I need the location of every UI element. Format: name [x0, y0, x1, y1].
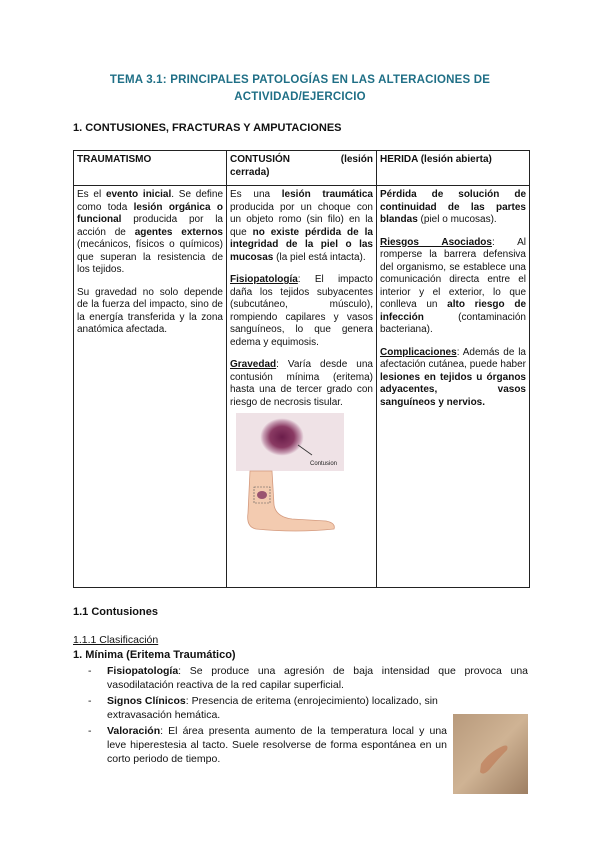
- header-traumatismo: TRAUMATISMO: [74, 151, 227, 186]
- contusion-definition: [230, 189, 373, 264]
- label-fragment: Complicaciones: [379, 346, 457, 358]
- minimal-heading: 1. Mínima (Eritema Traumático): [73, 649, 236, 661]
- text-fragment: (contaminación bacteriana).: [379, 311, 526, 335]
- item-text: : Se produce una agresión de baja intensidad que provoca una vasodilatación reactiva de la red capilar superficial.: [107, 665, 528, 691]
- text-fragment: Es una: [230, 189, 282, 200]
- header-herida: HERIDA (lesión abierta): [376, 151, 529, 186]
- header-contusion-line2: cerrada): [230, 166, 270, 178]
- item-label: Fisiopatología: [107, 665, 179, 677]
- traumatismo-severity: Su gravedad no solo depende de la fuerza del impacto, sino de la energía transferida y la zona anatómica afectada.: [77, 286, 223, 335]
- item-text: : Presencia de eritema (enrojecimiento) localizado, sin extravasación hemática.: [107, 695, 438, 721]
- herida-riesgos: [380, 237, 526, 337]
- item-text: : El área presenta aumento de la temperatura local y una leve hiperestesia al tacto. Suele resolverse de forma espontánea en un corto periodo de tiempo.: [107, 725, 447, 765]
- herida-definition: [380, 189, 526, 227]
- section-heading: 1. CONTUSIONES, FRACTURAS Y AMPUTACIONES: [73, 122, 342, 134]
- text-fragment: : Además de la afectación cutánea, puede haber: [379, 346, 526, 370]
- bold-fragment: lesión traumática: [281, 189, 373, 200]
- text-fragment: (mecánicos, físicos o químicos) que superan la resistencia de los tejidos.: [77, 239, 223, 275]
- label-fragment: Gravedad: [230, 359, 277, 370]
- text-fragment: (piel o mucosas).: [417, 214, 497, 225]
- classification-heading: 1.1.1 Clasificación: [73, 634, 159, 646]
- bold-fragment: agentes externos: [134, 226, 223, 238]
- bruise-closeup: [260, 418, 304, 456]
- table-header-row: [74, 151, 530, 186]
- comparison-table: [73, 150, 530, 588]
- item-label: Valoración: [107, 725, 161, 737]
- contusion-image-label: Contusion: [310, 461, 338, 467]
- contusion-fisiopatologia: [230, 274, 373, 349]
- cell-traumatismo: [74, 186, 227, 588]
- subsection-heading: 1.1 Contusiones: [73, 606, 158, 618]
- text-fragment: : Al romperse la barrera defensiva del organismo, se establece una comunicación directa entre el interior y el exterior, lo que conlleva un: [379, 236, 526, 310]
- header-contusion: [227, 151, 377, 186]
- list-item: [88, 694, 447, 722]
- text-fragment: producida por un choque con un objeto romo (sin filo) en la que: [230, 201, 373, 238]
- list-item: [88, 664, 528, 692]
- bold-fragment: no existe pérdida de la integridad de la piel o las mucosas: [230, 226, 373, 263]
- text-fragment: : Varía desde una contusión mínima (eritema) hasta una de tercer grado con riesgo de necrosis tisular.: [230, 359, 373, 408]
- herida-complicaciones: [380, 347, 526, 410]
- title-line-1: TEMA 3.1: PRINCIPALES PATOLOGÍAS EN LAS ALTERACIONES DE: [109, 74, 491, 86]
- text-fragment: . Se define como toda: [77, 189, 224, 213]
- bold-fragment: alto riesgo de infección: [379, 299, 526, 323]
- contusion-gravedad: [230, 359, 373, 409]
- text-fragment: (la piel está intacta).: [273, 251, 366, 263]
- table-body-row: [74, 186, 530, 588]
- text-fragment: producida por la acción de: [77, 214, 223, 238]
- bold-fragment: lesiones en tejidos u órganos adyacentes, vasos sanguíneos y nervios.: [379, 371, 526, 408]
- header-contusion-main: CONTUSIÓN: [230, 154, 290, 165]
- leg-foot-shape: [248, 471, 335, 531]
- text-fragment: Es el: [77, 189, 106, 200]
- cell-contusion: [227, 186, 377, 588]
- contusion-leg-illustration: [236, 413, 344, 533]
- label-fragment: Riesgos Asociados: [379, 236, 492, 248]
- bruise-on-leg: [257, 491, 267, 499]
- label-fragment: Fisiopatología: [230, 274, 298, 285]
- text-fragment: : El impacto daña los tejidos subyacentes (subcutáneo, músculo), rompiendo capilares y vasos sanguíneos, lo que genera edema y equimosis.: [230, 274, 373, 348]
- erythema-photo: [453, 714, 528, 794]
- traumatismo-definition: [77, 189, 223, 277]
- cell-herida: [376, 186, 529, 588]
- item-label: Signos Clínicos: [107, 695, 186, 707]
- bold-fragment: Pérdida de solución de continuidad de las partes blandas: [379, 189, 526, 225]
- list-item: [88, 724, 447, 766]
- header-contusion-paren: (lesión: [340, 154, 373, 165]
- bold-fragment: evento inicial: [105, 189, 172, 200]
- bold-fragment: lesión orgánica o funcional: [77, 201, 223, 225]
- page-title: [70, 72, 530, 106]
- title-line-2: ACTIVIDAD/EJERCICIO: [234, 91, 366, 103]
